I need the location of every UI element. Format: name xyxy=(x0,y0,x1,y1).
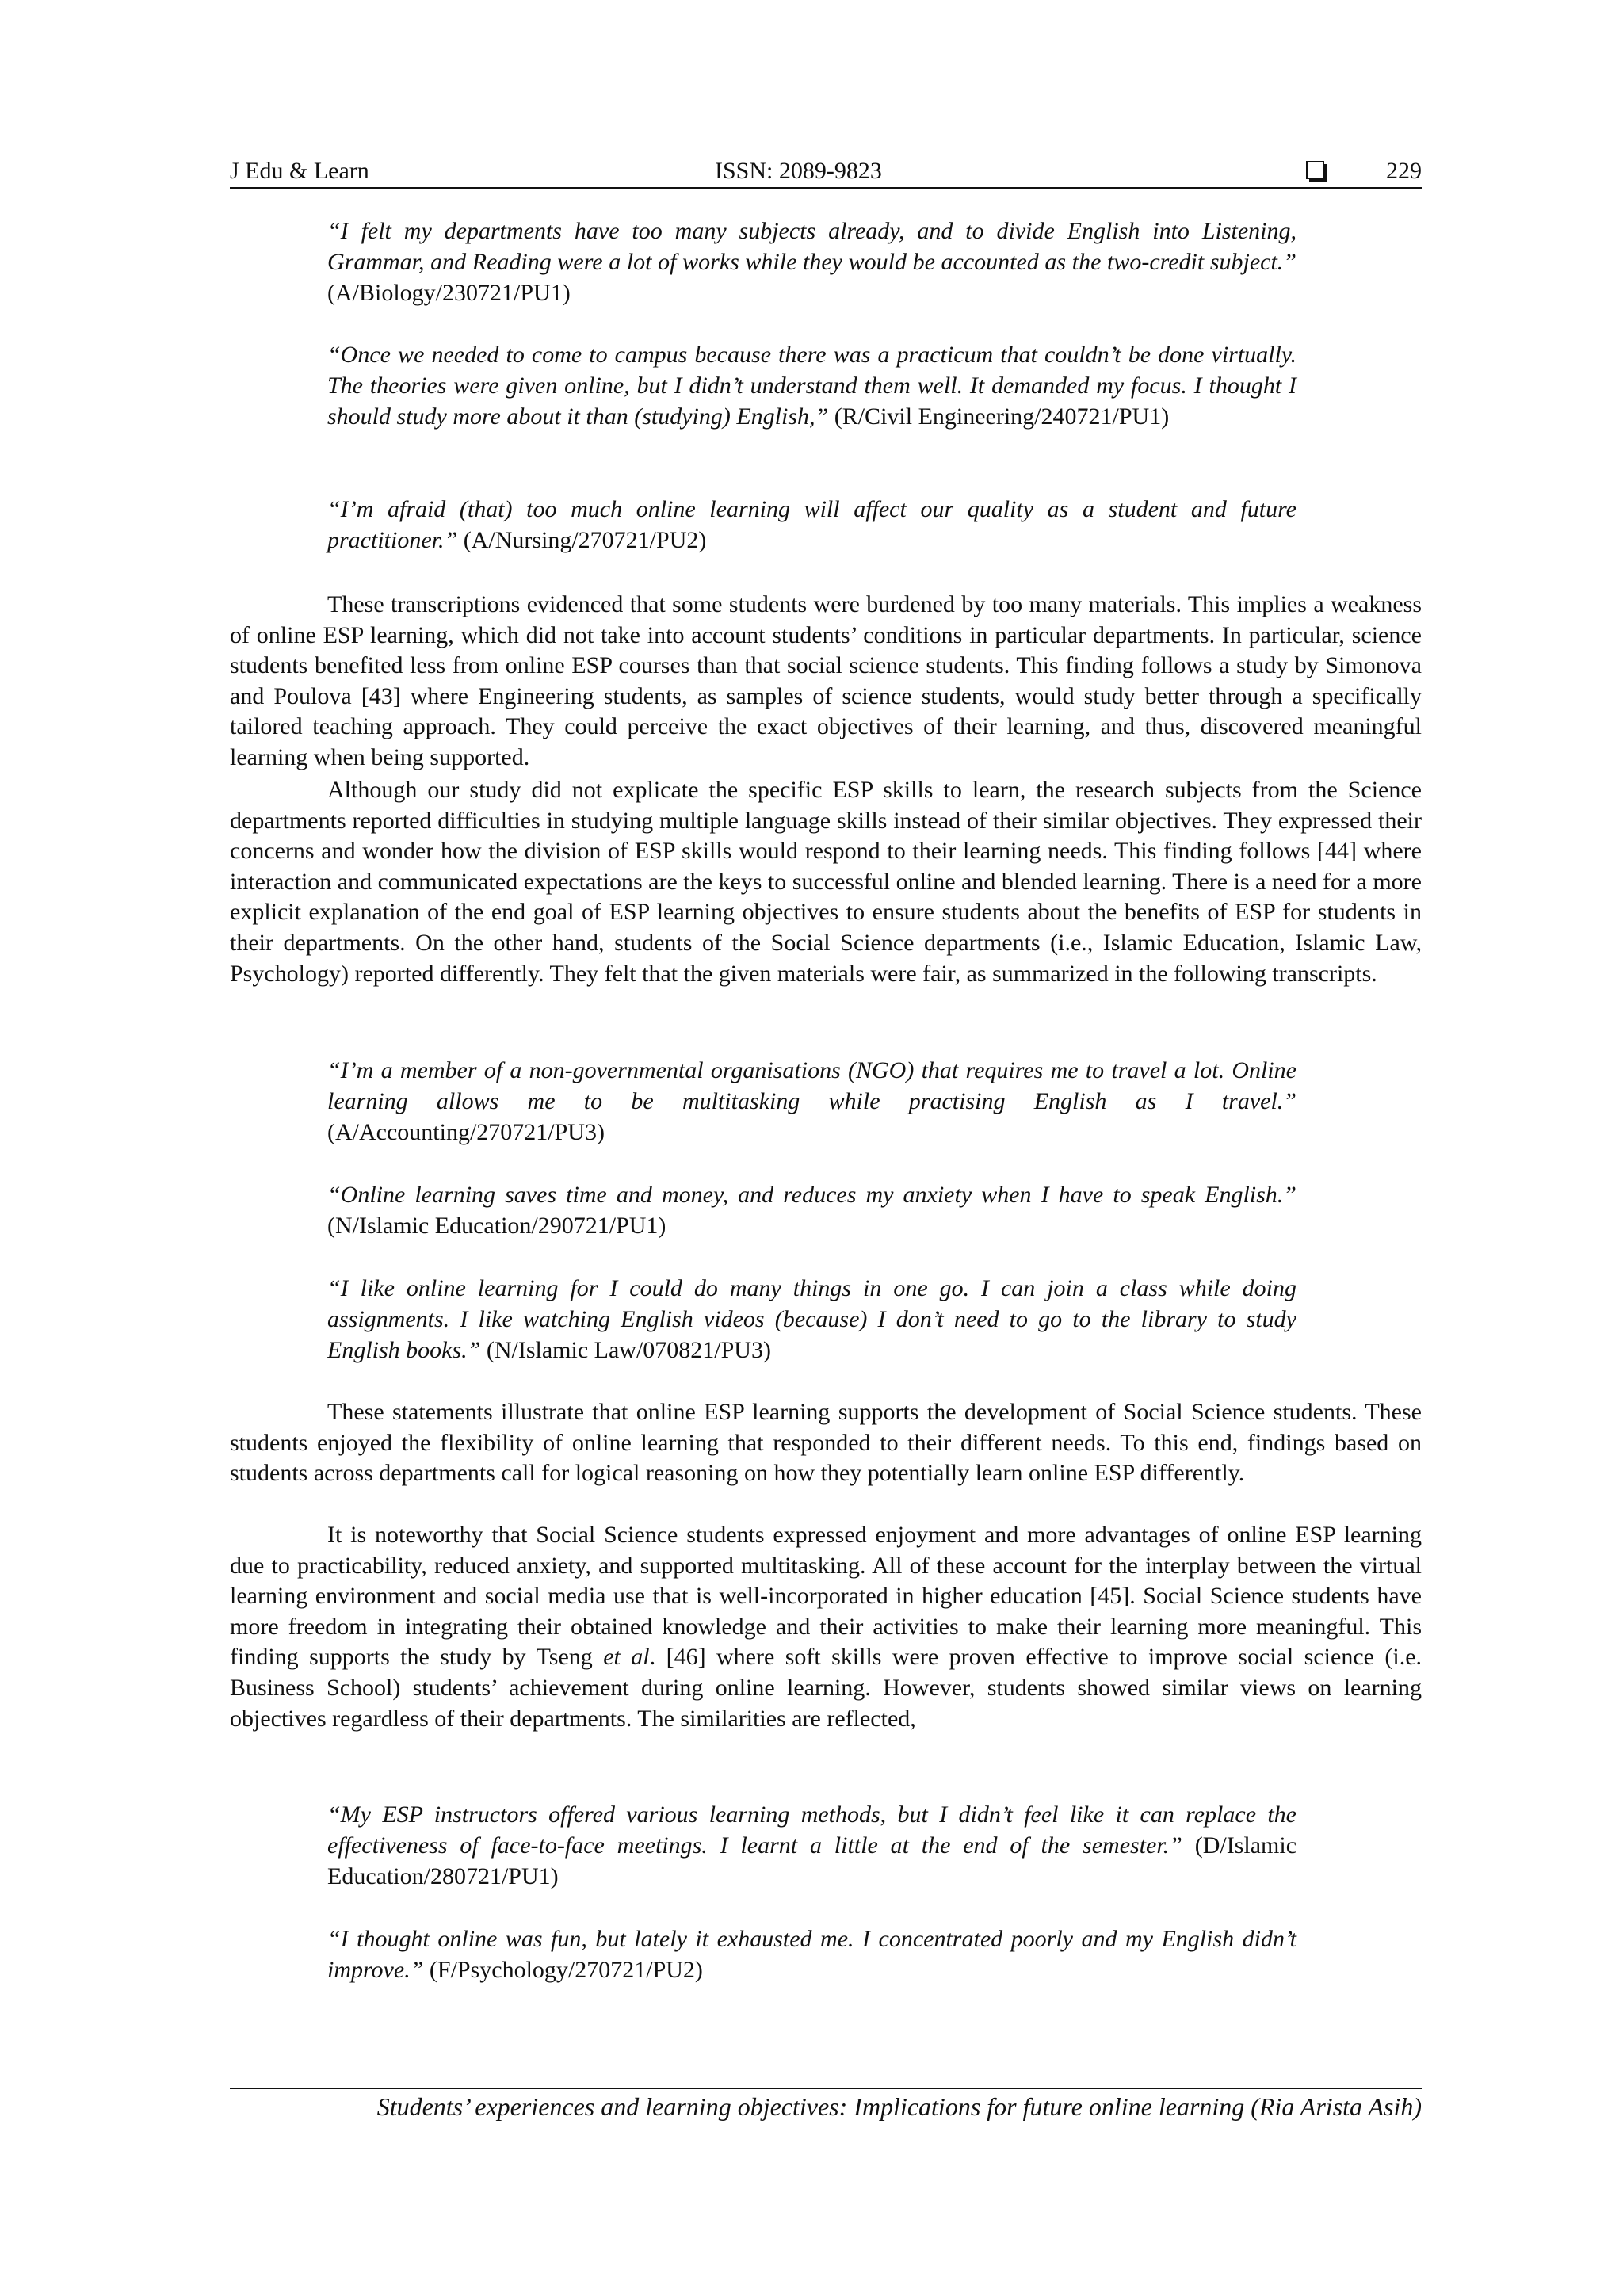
quote-text: “I’m a member of a non-governmental organisations (NGO) that requires me to travel a lot. Online learning allows me to be multitasking while practising English as I travel.” xyxy=(327,1057,1296,1114)
issn: ISSN: 2089-9823 xyxy=(715,158,882,184)
checkbox-icon xyxy=(1306,161,1324,179)
interview-quote xyxy=(327,1179,1296,1241)
interview-quote xyxy=(327,494,1296,556)
body-paragraph xyxy=(230,1520,1422,1734)
paragraph-text: Although our study did not explicate the specific ESP skills to learn, the research subjects from the Science departments reported difficulties in studying multiple language skills instead of their similar objectives. They expressed their concerns and wonder how the division of ESP skills would respond to their learning needs. This finding follows [44] where interaction and communicated expectations are the keys to successful online and blended learning. There is a need for a more explicit explanation of the end goal of ESP learning objectives to ensure students about the benefits of ESP for students in their departments. On the other hand, students of the Social Science departments (i.e., Islamic Education, Islamic Law, Psychology) reported differently. They felt that the given materials were fair, as summarized in the following transcripts. xyxy=(230,777,1422,987)
et-al: et al xyxy=(603,1644,650,1671)
quote-source: (A/Nursing/270721/PU2) xyxy=(463,527,707,553)
paragraph-text: These statements illustrate that online ESP learning supports the development of Social Science students. These students enjoyed the flexibility of online learning that responded to their different needs. To this end, findings based on students across departments call for logical reasoning on how they potentially learn online ESP differently. xyxy=(230,1399,1422,1487)
quote-text: “I felt my departments have too many subjects already, and to divide English into Listening, Grammar, and Reading were a lot of works while they would be accounted as the two-credit subject.” xyxy=(327,218,1296,275)
header-rule xyxy=(230,187,1422,189)
quote-text: “My ESP instructors offered various learning methods, but I didn’t feel like it can replace the effectiveness of face-to-face meetings. I learnt a little at the end of the semester.” xyxy=(327,1801,1296,1859)
quote-source: (F/Psychology/270721/PU2) xyxy=(429,1957,703,1983)
interview-quote xyxy=(327,1273,1296,1366)
quote-source: (N/Islamic Education/290721/PU1) xyxy=(327,1213,666,1239)
quote-source: (A/Accounting/270721/PU3) xyxy=(327,1119,605,1145)
quote-source: (A/Biology/230721/PU1) xyxy=(327,280,571,306)
quote-source: (D/Islamic Education/280721/PU1) xyxy=(327,1832,1297,1889)
quote-text: “I’m afraid (that) too much online learning will affect our quality as a student and future practitioner.” xyxy=(327,496,1296,553)
page-number: 229 xyxy=(1386,158,1422,184)
footer-rule xyxy=(230,2088,1422,2089)
interview-quote xyxy=(327,1799,1296,1892)
page-header xyxy=(230,154,1422,189)
interview-quote xyxy=(327,1055,1296,1148)
interview-quote xyxy=(327,339,1296,432)
paragraph-text: It is noteworthy that Social Science students expressed enjoyment and more advantages of online ESP learning due to practicability, reduced anxiety, and supported multitasking. All of these account for the interplay between the virtual learning environment and social media use that is well-incorporated in higher education [45]. Social Science students have more freedom in integrating their obtained knowledge and their activities to make their learning more meaningful. This finding supports the study by Tseng xyxy=(230,1522,1422,1671)
body-paragraph xyxy=(230,775,1422,989)
paragraph-text: . [46] where soft skills were proven effective to improve social science (i.e. Business School) students’ achievement during online learning. However, students showed similar views on learning objectives regardless of their departments. The similarities are reflected, xyxy=(230,1644,1423,1732)
quote-text: “Once we needed to come to campus because there was a practicum that couldn’t be done virtually. The theories were given online, but I didn’t understand them well. It demanded my focus. I thought I should study more about it than (studying) English,” xyxy=(327,342,1296,430)
quote-text: “Online learning saves time and money, and reduces my anxiety when I have to speak English.” xyxy=(327,1182,1296,1208)
body-paragraph xyxy=(230,590,1422,774)
paragraph-text: These transcriptions evidenced that some students were burdened by too many materials. This implies a weakness of online ESP learning, which did not take into account students’ conditions in particular departments. In particular, science students benefited less from online ESP courses than that social science students. This finding follows a study by Simonova and Poulova [43] where Engineering students, as samples of science students, would study better through a specifically tailored teaching approach. They could perceive the exact objectives of their learning, and thus, discovered meaningful learning when being supported. xyxy=(230,591,1422,770)
quote-source: (R/Civil Engineering/240721/PU1) xyxy=(834,403,1170,430)
quote-source: (N/Islamic Law/070821/PU3) xyxy=(486,1337,771,1363)
running-footer: Students’ experiences and learning objectives: Implications for future online learning (Ria Arista Asih) xyxy=(376,2092,1422,2121)
quote-text: “I thought online was fun, but lately it exhausted me. I concentrated poorly and my English didn’t improve.” xyxy=(327,1926,1296,1983)
interview-quote xyxy=(327,1924,1296,1985)
body-paragraph xyxy=(230,1397,1422,1489)
journal-name: J Edu & Learn xyxy=(230,158,369,184)
quote-text: “I like online learning for I could do many things in one go. I can join a class while doing assignments. I like watching English videos (because) I don’t need to go to the library to study English books.” xyxy=(327,1275,1296,1363)
interview-quote xyxy=(327,216,1296,308)
